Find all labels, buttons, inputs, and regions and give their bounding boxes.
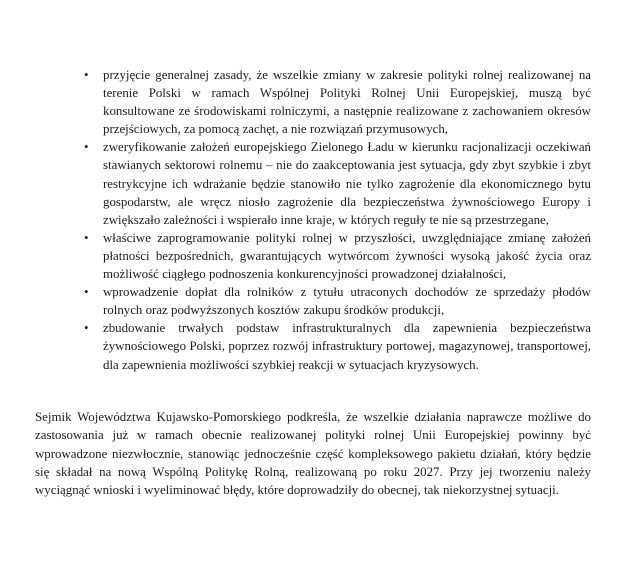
list-item [84,229,591,283]
bullet-text: wprowadzenie dopłat dla rolników z tytułu utraconych dochodów ze sprzedaży płodów rolnych oraz podwyższonych kosztów zakupu środków produkcji, [103,285,591,318]
bullet-list [84,66,591,374]
bullet-icon: • [84,321,89,336]
list-item [84,319,591,373]
bullet-icon: • [84,140,89,155]
bullet-text: zbudowanie trwałych podstaw infrastrukturalnych dla zapewnienia bezpieczeństwa żywnościowego Polski, poprzez rozwój infrastruktury portowej, magazynowej, transportowej, dla zapewnienia możliwości szybkiej reakcji w sytuacjach kryzysowych. [103,321,591,372]
list-item [84,66,591,138]
bullet-icon: • [84,230,89,245]
closing-paragraph: Sejmik Województwa Kujawsko-Pomorskiego podkreśla, że wszelkie działania naprawcze możliwe do zastosowania już w ramach obecnie realizowanej polityki rolnej Unii Europejskiej powinny być wprowadzone niezwłocznie, stanowiąc jednocześnie część kompleksowego pakietu działań, który będzie się składał na nową Wspólną Politykę Rolną, realizowaną po roku 2027. Przy jej tworzeniu należy wyciągnąć wnioski i wyeliminować błędy, które doprowadziły do obecnej, tak niekorzystnej sytuacji. [35,410,591,498]
bullet-text: właściwe zaprogramowanie polityki rolnej w przyszłości, uwzględniające zmianę założeń płatności bezpośrednich, gwarantujących wytwórcom żywności wysoką jakość życia oraz możliwość ciągłego podnoszenia konkurencyjności prowadzonej działalności, [103,230,591,282]
list-item [84,283,591,319]
bullet-text: zweryfikowanie założeń europejskiego Zielonego Ładu w kierunku racjonalizacji oczekiwań stawianych sektorowi rolnemu – nie do zaakceptowania jest sytuacja, gdy zbyt szybkie i zbyt restrykcyjne ich wdrażanie będzie stanowiło nie tylko zagrożenie dla ekonomicznego bytu gospodarstw, ale wręcz niosło zagrożenie dla bezpieczeństwa żywnościowego Europy i zwiększało zależności i wspierało inne kraje, w których reguły te nie są przestrzegane, [103,140,591,227]
bullet-icon: • [84,285,89,300]
bullet-text: przyjęcie generalnej zasady, że wszelkie zmiany w zakresie polityki rolnej realizowanej na terenie Polski w ramach Wspólnej Polityki Rolnej Unii Europejskiej, muszą być konsultowane ze środowiskami rolniczymi, a następnie realizowane z zachowaniem okresów przejściowych, za pomocą zachęt, a nie rozwiązań przymusowych, [103,68,591,137]
list-item [84,138,591,228]
bullet-icon: • [84,68,89,82]
